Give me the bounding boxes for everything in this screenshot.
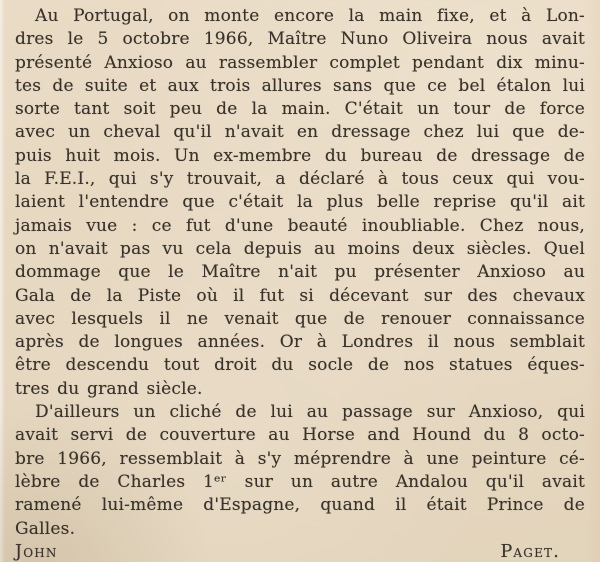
text-line: Gala de la Piste où il fut si décevant sur des chevaux <box>15 285 585 306</box>
signature: John Paget. <box>15 541 560 562</box>
text-line: avec lesquels il ne venait que de renouer connaissance <box>15 308 585 329</box>
text-line: jamais vue : ce fut d'une beauté inoubliable. Chez nous, <box>15 215 585 236</box>
text-line: présenté Anxioso au rassembler complet pendant dix minu- <box>15 52 585 73</box>
text-line: tres du grand siècle. <box>15 378 203 399</box>
text-line: après de longues années. Or à Londres il nous semblait <box>15 332 585 353</box>
text-line: laient l'entendre que c'était la plus belle reprise qu'il ait <box>15 192 585 213</box>
text-line: tes de suite et aux trois allures sans que ce bel étalon lui <box>15 75 585 96</box>
text-line: Galles. <box>15 518 76 539</box>
text-line: Au Portugal, on monte encore la main fixe, et à Lon- <box>35 6 585 26</box>
text-block <box>15 5 585 564</box>
text-line: ramené lui-même d'Espagne, quand il était Prince de <box>15 495 585 516</box>
text-line: la F.E.I., qui s'y trouvait, a déclaré à tous ceux qui vou- <box>15 169 585 190</box>
text-line: puis huit mois. Un ex-membre du bureau de dressage de <box>15 145 585 166</box>
text-line: sorte tant soit peu de la main. C'était un tour de force <box>15 99 585 120</box>
text-line: D'ailleurs un cliché de lui au passage sur Anxioso, qui <box>35 402 585 423</box>
text-line: bre 1966, ressemblait à s'y méprendre à une peinture cé- <box>15 448 585 469</box>
text-line: avait servi de couverture au Horse and Hound du 8 octo- <box>15 425 585 446</box>
text-line: dres le 5 octobre 1966, Maître Nuno Oliveira nous avait <box>15 29 585 50</box>
text-line: lèbre de Charles 1ᵉʳ sur un autre Andalou qu'il avait <box>15 471 585 492</box>
paragraphs-host <box>15 5 585 541</box>
text-line: être descendu tout droit du socle de nos statues éques- <box>15 355 585 376</box>
text-line: dommage que le Maître n'ait pu présenter Anxioso au <box>15 262 585 283</box>
text-line: on n'avait pas vu cela depuis au moins deux siècles. Quel <box>15 238 585 259</box>
text-line: avec un cheval qu'il n'avait en dressage chez lui que de- <box>15 122 585 143</box>
